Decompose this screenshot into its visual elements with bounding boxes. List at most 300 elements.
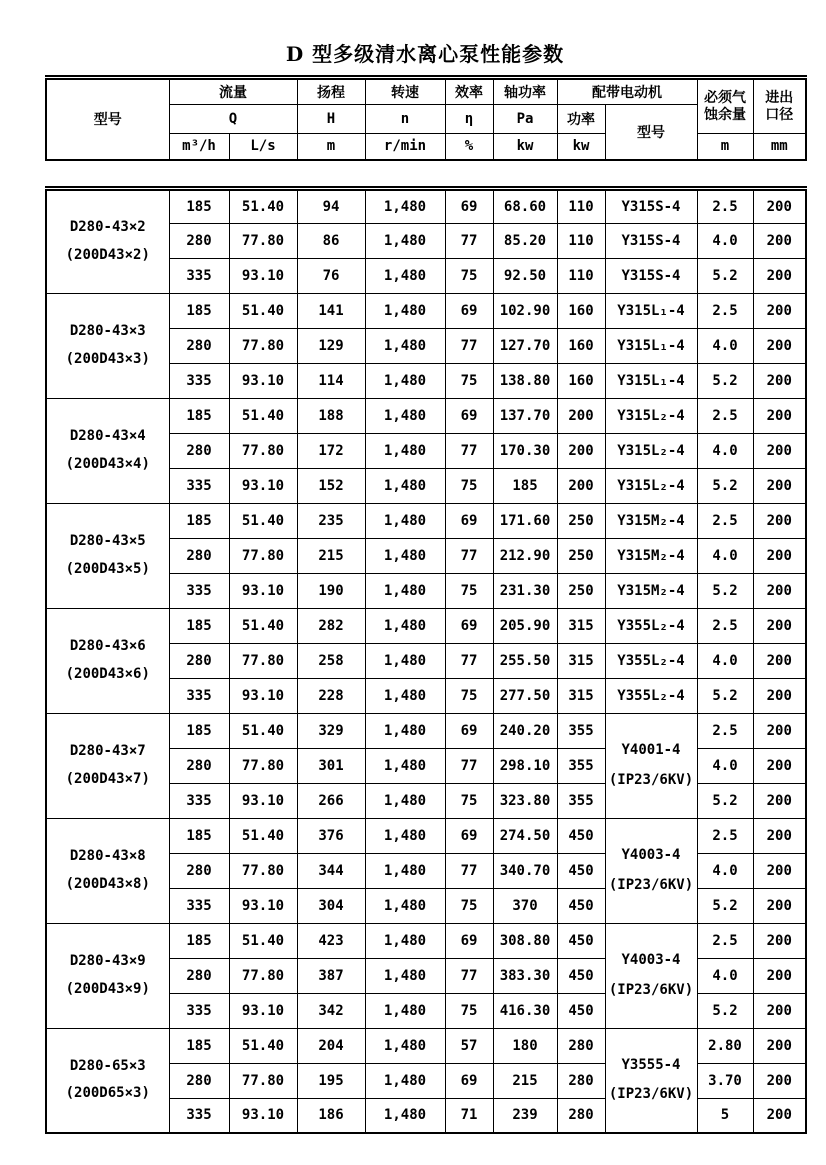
unit-rmin: r/min [365,134,445,160]
flow-m3h-cell: 280 [169,643,229,678]
speed-cell: 1,480 [365,1028,445,1063]
npsh-cell: 2.5 [697,713,753,748]
motor-power-cell: 280 [557,1098,605,1133]
head-cell: 282 [297,608,365,643]
motor-power-cell: 280 [557,1063,605,1098]
efficiency-cell: 75 [445,783,493,818]
npsh-cell: 2.80 [697,1028,753,1063]
flow-m3h-cell: 280 [169,538,229,573]
col-header-head: 扬程 [297,78,365,105]
flow-ls-cell: 51.40 [229,1028,297,1063]
motor-model-cell: Y315L₁-4 [605,328,697,363]
unit-port-mm: mm [753,134,806,160]
motor-power-cell: 450 [557,923,605,958]
flow-m3h-cell: 280 [169,853,229,888]
flow-ls-cell: 77.80 [229,1063,297,1098]
flow-m3h-cell: 280 [169,328,229,363]
port-diameter-cell: 200 [753,433,806,468]
npsh-cell: 5.2 [697,363,753,398]
table-row [46,293,806,328]
speed-cell: 1,480 [365,398,445,433]
head-cell: 344 [297,853,365,888]
head-cell: 86 [297,223,365,258]
col-header-shaft-power: 轴功率 [493,78,557,105]
flow-ls-cell: 51.40 [229,923,297,958]
flow-ls-cell: 77.80 [229,643,297,678]
efficiency-cell: 77 [445,328,493,363]
motor-power-cell: 160 [557,328,605,363]
motor-model-cell: Y315M₂-4 [605,503,697,538]
port-diameter-cell: 200 [753,293,806,328]
table-row [46,1028,806,1063]
head-cell: 195 [297,1063,365,1098]
head-cell: 152 [297,468,365,503]
efficiency-cell: 75 [445,258,493,293]
pump-model-cell: D280-43×9 (200D43×9) [46,923,169,1028]
npsh-cell: 5.2 [697,783,753,818]
flow-m3h-cell: 185 [169,713,229,748]
head-cell: 258 [297,643,365,678]
motor-power-cell: 200 [557,398,605,433]
port-diameter-cell: 200 [753,503,806,538]
motor-model-cell: Y315L₂-4 [605,433,697,468]
shaft-power-cell: 85.20 [493,223,557,258]
shaft-power-cell: 255.50 [493,643,557,678]
motor-power-cell: 315 [557,643,605,678]
npsh-cell: 5.2 [697,993,753,1028]
efficiency-cell: 77 [445,538,493,573]
motor-power-cell: 355 [557,713,605,748]
port-diameter-cell: 200 [753,188,806,223]
flow-m3h-cell: 280 [169,1063,229,1098]
head-cell: 376 [297,818,365,853]
col-header-shaft-pa: Pa [493,105,557,134]
flow-ls-cell: 93.10 [229,888,297,923]
pump-model-cell: D280-65×3 (200D65×3) [46,1028,169,1133]
shaft-power-cell: 185 [493,468,557,503]
flow-m3h-cell: 280 [169,433,229,468]
npsh-cell: 2.5 [697,398,753,433]
speed-cell: 1,480 [365,468,445,503]
col-header-motor-model: 型号 [605,105,697,160]
speed-cell: 1,480 [365,783,445,818]
head-cell: 228 [297,678,365,713]
col-header-efficiency: 效率 [445,78,493,105]
table-row [46,608,806,643]
shaft-power-cell: 383.30 [493,958,557,993]
flow-m3h-cell: 185 [169,293,229,328]
efficiency-cell: 77 [445,433,493,468]
port-diameter-cell: 200 [753,993,806,1028]
port-label-line1: 进出 [765,90,794,107]
shaft-power-cell: 171.60 [493,503,557,538]
flow-ls-cell: 93.10 [229,258,297,293]
efficiency-cell: 69 [445,188,493,223]
head-cell: 188 [297,398,365,433]
table-row [46,818,806,853]
flow-ls-cell: 93.10 [229,468,297,503]
unit-npsh-m: m [697,134,753,160]
head-cell: 94 [297,188,365,223]
npsh-cell: 4.0 [697,433,753,468]
flow-m3h-cell: 185 [169,503,229,538]
shaft-power-cell: 170.30 [493,433,557,468]
npsh-cell: 4.0 [697,538,753,573]
shaft-power-cell: 239 [493,1098,557,1133]
flow-ls-cell: 51.40 [229,608,297,643]
port-diameter-cell: 200 [753,678,806,713]
motor-power-cell: 355 [557,783,605,818]
npsh-label-line1: 必须气 [704,90,746,107]
flow-m3h-cell: 335 [169,363,229,398]
flow-m3h-cell: 185 [169,1028,229,1063]
speed-cell: 1,480 [365,1098,445,1133]
efficiency-cell: 75 [445,678,493,713]
speed-cell: 1,480 [365,713,445,748]
port-diameter-cell: 200 [753,1098,806,1133]
port-diameter-cell: 200 [753,888,806,923]
port-diameter-cell: 200 [753,573,806,608]
shaft-power-cell: 298.10 [493,748,557,783]
col-header-flow-q: Q [169,105,297,134]
motor-model-cell: Y355L₂-4 [605,678,697,713]
flow-ls-cell: 77.80 [229,748,297,783]
efficiency-cell: 75 [445,993,493,1028]
shaft-power-cell: 340.70 [493,853,557,888]
efficiency-cell: 69 [445,503,493,538]
shaft-power-cell: 215 [493,1063,557,1098]
port-diameter-cell: 200 [753,643,806,678]
npsh-cell: 5.2 [697,468,753,503]
speed-cell: 1,480 [365,993,445,1028]
motor-power-cell: 200 [557,468,605,503]
motor-power-cell: 280 [557,1028,605,1063]
head-cell: 329 [297,713,365,748]
flow-ls-cell: 51.40 [229,293,297,328]
npsh-cell: 2.5 [697,608,753,643]
npsh-cell: 2.5 [697,188,753,223]
table-row [46,923,806,958]
motor-model-cell: Y315L₂-4 [605,398,697,433]
col-header-speed-n: n [365,105,445,134]
flow-m3h-cell: 280 [169,958,229,993]
shaft-power-cell: 231.30 [493,573,557,608]
npsh-cell: 5.2 [697,888,753,923]
efficiency-cell: 77 [445,958,493,993]
port-diameter-cell: 200 [753,258,806,293]
flow-ls-cell: 93.10 [229,363,297,398]
port-diameter-cell: 200 [753,223,806,258]
shaft-power-cell: 277.50 [493,678,557,713]
flow-ls-cell: 77.80 [229,958,297,993]
pump-model-cell: D280-43×3 (200D43×3) [46,293,169,398]
pump-model-cell: D280-43×8 (200D43×8) [46,818,169,923]
speed-cell: 1,480 [365,573,445,608]
motor-model-cell: Y315S-4 [605,258,697,293]
flow-m3h-cell: 185 [169,608,229,643]
motor-power-cell: 110 [557,188,605,223]
pump-model-cell: D280-43×6 (200D43×6) [46,608,169,713]
motor-model-cell: Y315S-4 [605,188,697,223]
head-cell: 301 [297,748,365,783]
speed-cell: 1,480 [365,363,445,398]
npsh-cell: 4.0 [697,748,753,783]
npsh-cell: 4.0 [697,328,753,363]
shaft-power-cell: 68.60 [493,188,557,223]
flow-m3h-cell: 335 [169,678,229,713]
speed-cell: 1,480 [365,818,445,853]
head-cell: 114 [297,363,365,398]
motor-power-cell: 250 [557,538,605,573]
npsh-cell: 5.2 [697,678,753,713]
motor-model-cell: Y4003-4 (IP23/6KV) [605,923,697,1028]
flow-m3h-cell: 185 [169,188,229,223]
flow-m3h-cell: 335 [169,1098,229,1133]
table-row [46,503,806,538]
head-cell: 76 [297,258,365,293]
npsh-cell: 2.5 [697,293,753,328]
page-title: D 型多级清水离心泵性能参数 [285,42,565,66]
shaft-power-cell: 137.70 [493,398,557,433]
speed-cell: 1,480 [365,538,445,573]
efficiency-cell: 69 [445,608,493,643]
col-header-head-h: H [297,105,365,134]
head-cell: 215 [297,538,365,573]
npsh-cell: 3.70 [697,1063,753,1098]
npsh-cell: 5 [697,1098,753,1133]
flow-m3h-cell: 335 [169,888,229,923]
head-cell: 387 [297,958,365,993]
speed-cell: 1,480 [365,223,445,258]
flow-ls-cell: 93.10 [229,573,297,608]
head-cell: 129 [297,328,365,363]
motor-model-cell: Y315L₂-4 [605,468,697,503]
efficiency-cell: 69 [445,398,493,433]
flow-ls-cell: 51.40 [229,398,297,433]
motor-power-cell: 160 [557,363,605,398]
npsh-cell: 4.0 [697,643,753,678]
port-diameter-cell: 200 [753,958,806,993]
port-diameter-cell: 200 [753,363,806,398]
head-cell: 266 [297,783,365,818]
port-diameter-cell: 200 [753,748,806,783]
speed-cell: 1,480 [365,188,445,223]
motor-model-cell: Y315M₂-4 [605,538,697,573]
flow-ls-cell: 77.80 [229,223,297,258]
port-diameter-cell: 200 [753,1063,806,1098]
port-diameter-cell: 200 [753,328,806,363]
flow-ls-cell: 93.10 [229,678,297,713]
head-cell: 235 [297,503,365,538]
flow-ls-cell: 51.40 [229,188,297,223]
motor-power-cell: 450 [557,958,605,993]
pump-model-cell: D280-43×4 (200D43×4) [46,398,169,503]
col-header-motor-power: 功率 [557,105,605,134]
npsh-cell: 5.2 [697,258,753,293]
col-header-npsh [697,78,753,134]
head-cell: 186 [297,1098,365,1133]
flow-ls-cell: 51.40 [229,503,297,538]
motor-model-cell: Y315S-4 [605,223,697,258]
npsh-cell: 2.5 [697,503,753,538]
flow-m3h-cell: 335 [169,258,229,293]
efficiency-cell: 75 [445,573,493,608]
npsh-cell: 4.0 [697,958,753,993]
table-row [46,398,806,433]
motor-power-cell: 450 [557,818,605,853]
port-diameter-cell: 200 [753,818,806,853]
shaft-power-cell: 323.80 [493,783,557,818]
flow-ls-cell: 93.10 [229,993,297,1028]
pump-model-cell: D280-43×7 (200D43×7) [46,713,169,818]
pump-model-cell: D280-43×5 (200D43×5) [46,503,169,608]
motor-power-cell: 450 [557,853,605,888]
motor-power-cell: 110 [557,258,605,293]
speed-cell: 1,480 [365,888,445,923]
shaft-power-cell: 416.30 [493,993,557,1028]
unit-m3h: m³/h [169,134,229,160]
npsh-cell: 2.5 [697,923,753,958]
efficiency-cell: 69 [445,713,493,748]
flow-m3h-cell: 335 [169,468,229,503]
head-cell: 304 [297,888,365,923]
speed-cell: 1,480 [365,328,445,363]
efficiency-cell: 77 [445,748,493,783]
flow-ls-cell: 77.80 [229,328,297,363]
flow-m3h-cell: 280 [169,223,229,258]
speed-cell: 1,480 [365,258,445,293]
speed-cell: 1,480 [365,643,445,678]
flow-m3h-cell: 335 [169,573,229,608]
flow-ls-cell: 77.80 [229,538,297,573]
performance-table [45,186,807,1135]
port-label-line2: 口径 [765,106,794,123]
shaft-power-cell: 138.80 [493,363,557,398]
motor-power-cell: 355 [557,748,605,783]
shaft-power-cell: 240.20 [493,713,557,748]
motor-model-cell: Y4001-4 (IP23/6KV) [605,713,697,818]
col-header-model: 型号 [46,78,169,160]
motor-model-cell: Y355L₂-4 [605,608,697,643]
shaft-power-cell: 180 [493,1028,557,1063]
port-diameter-cell: 200 [753,1028,806,1063]
head-cell: 190 [297,573,365,608]
efficiency-cell: 75 [445,468,493,503]
header-row-1 [46,78,806,105]
efficiency-cell: 69 [445,923,493,958]
speed-cell: 1,480 [365,608,445,643]
flow-m3h-cell: 185 [169,923,229,958]
motor-power-cell: 450 [557,888,605,923]
motor-model-cell: Y315L₁-4 [605,363,697,398]
port-diameter-cell: 200 [753,538,806,573]
motor-model-cell: Y3555-4 (IP23/6KV) [605,1028,697,1133]
npsh-cell: 5.2 [697,573,753,608]
flow-ls-cell: 77.80 [229,853,297,888]
speed-cell: 1,480 [365,853,445,888]
flow-m3h-cell: 185 [169,818,229,853]
motor-power-cell: 450 [557,993,605,1028]
shaft-power-cell: 212.90 [493,538,557,573]
efficiency-cell: 69 [445,818,493,853]
head-cell: 423 [297,923,365,958]
efficiency-cell: 75 [445,363,493,398]
npsh-cell: 4.0 [697,223,753,258]
npsh-label-line2: 蚀余量 [704,106,746,123]
motor-power-cell: 250 [557,503,605,538]
npsh-cell: 4.0 [697,853,753,888]
port-diameter-cell: 200 [753,713,806,748]
speed-cell: 1,480 [365,923,445,958]
motor-model-cell: Y4003-4 (IP23/6KV) [605,818,697,923]
col-header-motor-group: 配带电动机 [557,78,697,105]
npsh-cell: 2.5 [697,818,753,853]
shaft-power-cell: 308.80 [493,923,557,958]
flow-ls-cell: 77.80 [229,433,297,468]
head-cell: 172 [297,433,365,468]
unit-ls: L/s [229,134,297,160]
shaft-power-cell: 127.70 [493,328,557,363]
pump-model-cell: D280-43×2 (200D43×2) [46,188,169,293]
flow-m3h-cell: 185 [169,398,229,433]
port-diameter-cell: 200 [753,783,806,818]
motor-model-cell: Y355L₂-4 [605,643,697,678]
efficiency-cell: 69 [445,293,493,328]
efficiency-cell: 75 [445,888,493,923]
unit-head-m: m [297,134,365,160]
performance-table-body [46,188,806,1133]
efficiency-cell: 71 [445,1098,493,1133]
table-row [46,188,806,223]
motor-model-cell: Y315L₁-4 [605,293,697,328]
port-diameter-cell: 200 [753,468,806,503]
speed-cell: 1,480 [365,293,445,328]
motor-power-cell: 200 [557,433,605,468]
unit-shaft-kw: kw [493,134,557,160]
unit-motor-kw: kw [557,134,605,160]
motor-power-cell: 315 [557,608,605,643]
col-header-eff-eta: η [445,105,493,134]
table-row [46,713,806,748]
shaft-power-cell: 205.90 [493,608,557,643]
motor-power-cell: 250 [557,573,605,608]
speed-cell: 1,480 [365,433,445,468]
col-header-port [753,78,806,134]
motor-power-cell: 160 [557,293,605,328]
port-diameter-cell: 200 [753,923,806,958]
header-table [45,75,807,161]
flow-ls-cell: 51.40 [229,713,297,748]
speed-cell: 1,480 [365,748,445,783]
flow-m3h-cell: 335 [169,783,229,818]
motor-power-cell: 315 [557,678,605,713]
efficiency-cell: 77 [445,853,493,888]
head-cell: 204 [297,1028,365,1063]
flow-ls-cell: 93.10 [229,1098,297,1133]
port-diameter-cell: 200 [753,853,806,888]
head-cell: 141 [297,293,365,328]
col-header-speed: 转速 [365,78,445,105]
shaft-power-cell: 370 [493,888,557,923]
col-header-flow: 流量 [169,78,297,105]
efficiency-cell: 57 [445,1028,493,1063]
flow-m3h-cell: 280 [169,748,229,783]
speed-cell: 1,480 [365,503,445,538]
shaft-power-cell: 92.50 [493,258,557,293]
head-cell: 342 [297,993,365,1028]
flow-ls-cell: 51.40 [229,818,297,853]
port-diameter-cell: 200 [753,608,806,643]
